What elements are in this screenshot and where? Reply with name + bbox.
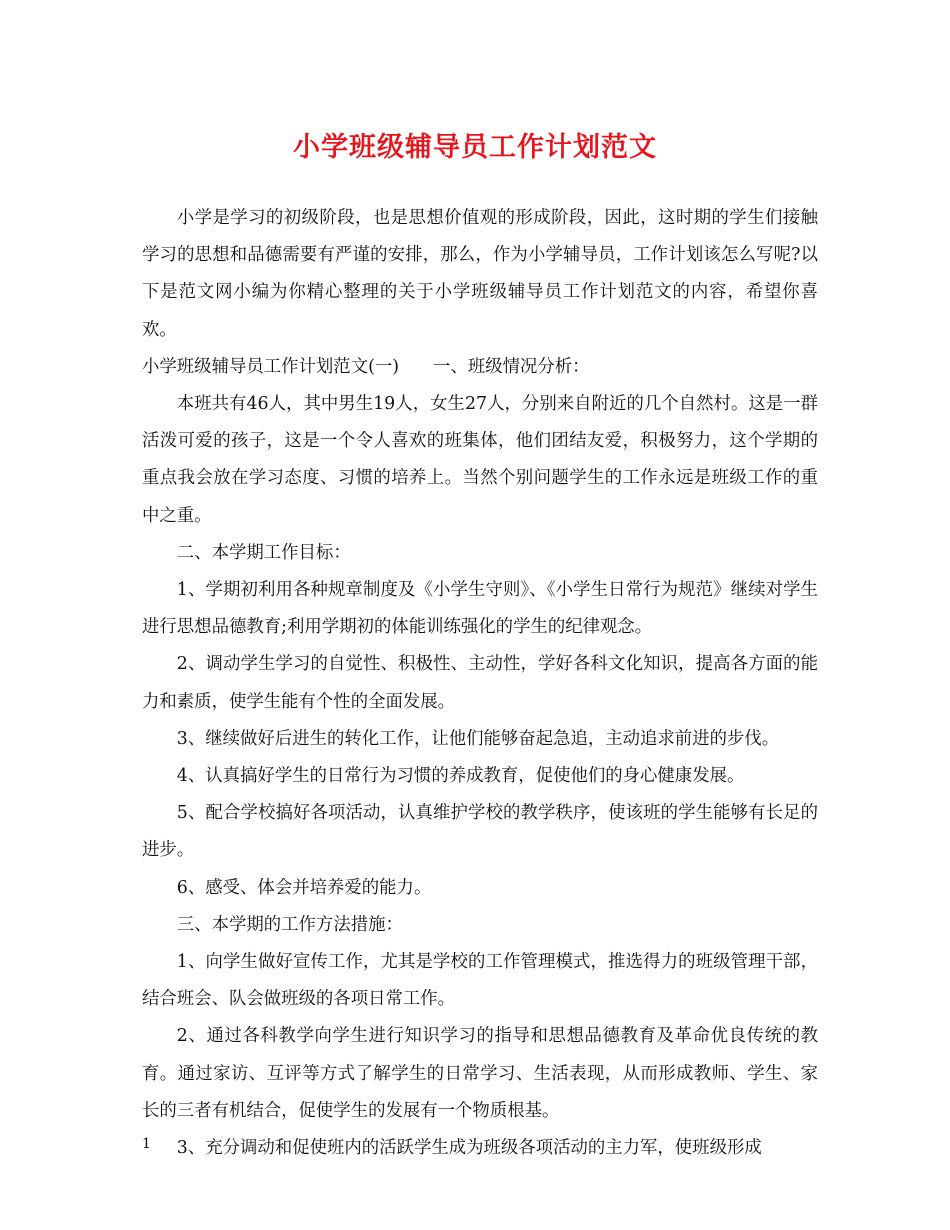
paragraph: 2、调动学生学习的自觉性、积极性、主动性，学好各科文化知识，提高各方面的能力和素质，使学生能有个性的全面发展。 — [142, 654, 818, 712]
paragraph: 6、感受、体会并培养爱的能力。 — [176, 877, 432, 898]
section-heading-line — [142, 349, 818, 386]
section-label: 小学班级辅导员工作计划范文(一) — [142, 356, 400, 377]
section-heading: 一、班级情况分析： — [433, 356, 590, 377]
paragraph: 3、继续做好后进生的转化工作，让他们能够奋起急追，主动追求前进的步伐。 — [176, 728, 780, 749]
document-body — [142, 200, 818, 1167]
paragraph: 2、通过各科教学向学生进行知识学习的指导和思想品德教育及革命优良传统的教育。通过家访、互评等方式了解学生的日常学习、生活表现，从而形成教师、学生、家长的三者有机结合，促使学生的发展有一个物质根基。 — [142, 1026, 818, 1121]
paragraph: 1、向学生做好宣传工作，尤其是学校的工作管理模式，推选得力的班级管理干部，结合班会、队会做班级的各项日常工作。 — [142, 952, 818, 1010]
intro-paragraph: 小学是学习的初级阶段，也是思想价值观的形成阶段，因此，这时期的学生们接触学习的思想和品德需要有严谨的安排，那么，作为小学辅导员，工作计划该怎么写呢?以下是范文网小编为你精心整理的关于小学班级辅导员工作计划范文的内容，希望你喜欢。 — [142, 208, 818, 340]
document-title: 小学班级辅导员工作计划范文 — [293, 132, 657, 163]
paragraph: 1、学期初利用各种规章制度及《小学生守则》、《小学生日常行为规范》继续对学生进行思想品德教育;利用学期初的体能训练强化的学生的纪律观念。 — [142, 580, 818, 638]
paragraph-heading: 三、本学期的工作方法措施： — [176, 914, 403, 935]
paragraph: 5、配合学校搞好各项活动，认真维护学校的教学秩序，使该班的学生能够有长足的进步。 — [142, 803, 818, 861]
paragraph: 4、认真搞好学生的日常行为习惯的养成教育，促使他们的身心健康发展。 — [176, 766, 745, 787]
paragraph: 本班共有46人，其中男生19人，女生27人，分别来自附近的几个自然村。这是一群活泼可爱的孩子，这是一个令人喜欢的班集体，他们团结友爱，积极努力，这个学期的重点我会放在学习态度、习惯的培养上。当然个别问题学生的工作永远是班级工作的重中之重。 — [142, 394, 818, 526]
paragraph: 3、充分调动和促使班内的活跃学生成为班级各项活动的主力军，使班级形成 — [176, 1138, 762, 1159]
paragraph-heading: 二、本学期工作目标： — [176, 542, 351, 563]
page-number: 1 — [142, 1136, 151, 1152]
